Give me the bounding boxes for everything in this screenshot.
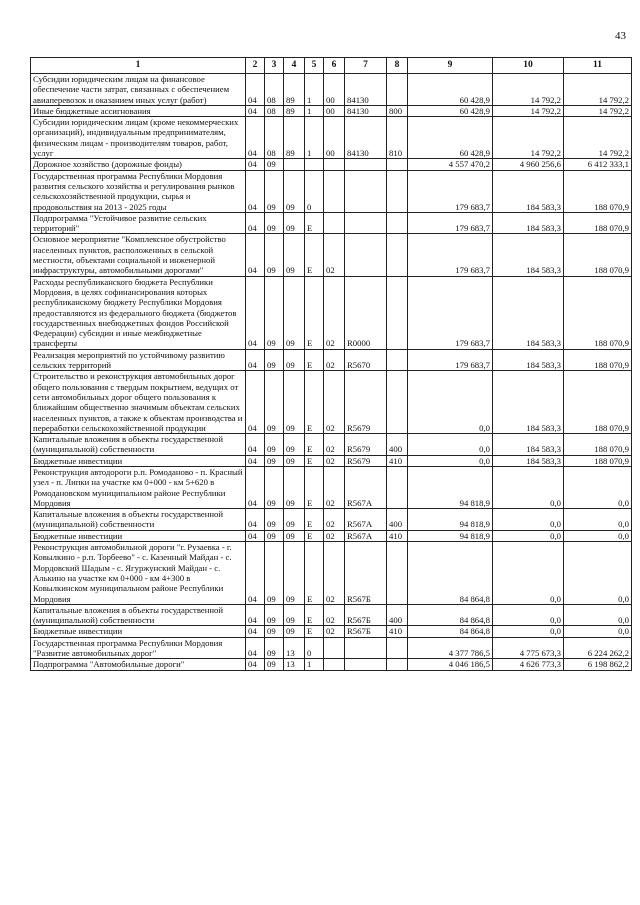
row-name: Бюджетные инвестиции xyxy=(31,530,246,541)
table-row xyxy=(31,626,632,637)
subsection-code: 09 xyxy=(265,159,284,170)
subsection-code: 09 xyxy=(265,530,284,541)
subprogram-code: Е xyxy=(305,434,324,456)
expense-code xyxy=(345,234,387,276)
event-code: 02 xyxy=(324,434,345,456)
program-code: 09 xyxy=(284,434,305,456)
table-row xyxy=(31,234,632,276)
amount-col-9: 94 818,9 xyxy=(408,509,493,531)
subsection-code: 09 xyxy=(265,637,284,659)
event-code: 02 xyxy=(324,626,345,637)
table-row xyxy=(31,371,632,434)
section-code: 04 xyxy=(246,371,265,434)
amount-col-10: 14 792,2 xyxy=(493,105,564,116)
section-code: 04 xyxy=(246,117,265,159)
amount-col-10: 184 583,3 xyxy=(493,455,564,466)
event-code: 02 xyxy=(324,530,345,541)
column-header: 9 xyxy=(408,58,493,74)
subsection-code: 09 xyxy=(265,455,284,466)
expense-type-code xyxy=(387,212,408,234)
table-row xyxy=(31,455,632,466)
amount-col-9: 4 046 186,5 xyxy=(408,659,493,670)
expense-code: R567А xyxy=(345,530,387,541)
expense-type-code: 410 xyxy=(387,530,408,541)
amount-col-10: 184 583,3 xyxy=(493,212,564,234)
subprogram-code: 1 xyxy=(305,117,324,159)
section-code: 04 xyxy=(246,530,265,541)
amount-col-9: 84 864,8 xyxy=(408,604,493,626)
event-code: 02 xyxy=(324,371,345,434)
event-code xyxy=(324,170,345,212)
subprogram-code: Е xyxy=(305,626,324,637)
amount-col-11: 188 070,9 xyxy=(564,212,632,234)
amount-col-11: 188 070,9 xyxy=(564,234,632,276)
expense-type-code: 410 xyxy=(387,626,408,637)
program-code: 09 xyxy=(284,212,305,234)
subsection-code: 08 xyxy=(265,117,284,159)
amount-col-10: 184 583,3 xyxy=(493,276,564,349)
subsection-code: 09 xyxy=(265,659,284,670)
subsection-code: 09 xyxy=(265,349,284,371)
expense-type-code: 400 xyxy=(387,509,408,531)
amount-col-11: 188 070,9 xyxy=(564,276,632,349)
amount-col-10: 0,0 xyxy=(493,530,564,541)
row-name: Строительство и реконструкция автомобильных дорог общего пользования с твердым покрытием, ведущих от сети автомобильных дорог общего пользования к ближайшим общественно значимым объектам сельских населенных пунктов, а также к объектам производства и переработки сельскохозяйственной продукции xyxy=(31,371,246,434)
table-row xyxy=(31,434,632,456)
subprogram-code: 0 xyxy=(305,170,324,212)
row-name: Государственная программа Республики Мордовия развития сельского хозяйства и регулирования рынков сельскохозяйственной продукции, сырья и продовольствия на 2013 - 2025 годы xyxy=(31,170,246,212)
page-number: 43 xyxy=(615,30,626,42)
expense-type-code xyxy=(387,159,408,170)
row-name: Реконструкция автодороги р.п. Ромоданово - п. Красный узел - п. Липки на участке км 0+000 - км 5+620 в Ромодановском муниципальном районе Республики Мордовия xyxy=(31,466,246,508)
amount-col-9: 0,0 xyxy=(408,371,493,434)
expense-type-code xyxy=(387,170,408,212)
expense-type-code xyxy=(387,466,408,508)
table-row xyxy=(31,637,632,659)
program-code: 89 xyxy=(284,105,305,116)
subprogram-code: Е xyxy=(305,604,324,626)
amount-col-11: 0,0 xyxy=(564,530,632,541)
section-code: 04 xyxy=(246,509,265,531)
expense-code: 84130 xyxy=(345,117,387,159)
amount-col-11: 6 198 862,2 xyxy=(564,659,632,670)
expense-code: R567Б xyxy=(345,542,387,605)
expense-type-code xyxy=(387,371,408,434)
amount-col-9: 179 683,7 xyxy=(408,170,493,212)
expense-type-code xyxy=(387,349,408,371)
amount-col-9: 179 683,7 xyxy=(408,212,493,234)
table-row xyxy=(31,604,632,626)
amount-col-9: 0,0 xyxy=(408,455,493,466)
subprogram-code: Е xyxy=(305,530,324,541)
amount-col-9: 0,0 xyxy=(408,434,493,456)
column-header: 1 xyxy=(31,58,246,74)
section-code: 04 xyxy=(246,170,265,212)
subsection-code: 08 xyxy=(265,105,284,116)
amount-col-9: 94 818,9 xyxy=(408,530,493,541)
expense-type-code: 800 xyxy=(387,105,408,116)
column-header: 4 xyxy=(284,58,305,74)
table-row xyxy=(31,542,632,605)
program-code: 09 xyxy=(284,371,305,434)
subprogram-code: 1 xyxy=(305,105,324,116)
row-name: Капитальные вложения в объекты государственной (муниципальной) собственности xyxy=(31,509,246,531)
row-name: Расходы республиканского бюджета Республики Мордовия, в целях софинансирования которых республиканскому бюджету Республики Мордовия предоставляются из федерального бюджета (бюджетов государственных внебюджетных фондов Российской Федерации) субсидии и иные межбюджетные трансферты xyxy=(31,276,246,349)
row-name: Государственная программа Республики Мордовия "Развитие автомобильных дорог" xyxy=(31,637,246,659)
expense-code: R5679 xyxy=(345,371,387,434)
program-code: 09 xyxy=(284,530,305,541)
subsection-code: 09 xyxy=(265,234,284,276)
amount-col-9: 179 683,7 xyxy=(408,276,493,349)
amount-col-10: 0,0 xyxy=(493,542,564,605)
expense-code: R5679 xyxy=(345,434,387,456)
event-code xyxy=(324,159,345,170)
amount-col-10: 184 583,3 xyxy=(493,371,564,434)
amount-col-10: 0,0 xyxy=(493,509,564,531)
amount-col-11: 14 792,2 xyxy=(564,117,632,159)
event-code: 00 xyxy=(324,117,345,159)
section-code: 04 xyxy=(246,276,265,349)
amount-col-9: 179 683,7 xyxy=(408,349,493,371)
program-code: 09 xyxy=(284,349,305,371)
event-code: 02 xyxy=(324,349,345,371)
row-name: Бюджетные инвестиции xyxy=(31,626,246,637)
row-name: Подпрограмма "Автомобильные дороги" xyxy=(31,659,246,670)
subsection-code: 09 xyxy=(265,542,284,605)
row-name: Основное мероприятие "Комплексное обустройство населенных пунктов, расположенных в сельской местности, объектами социальной и инженерной инфраструктуры, автомобильными дорогами" xyxy=(31,234,246,276)
amount-col-11: 188 070,9 xyxy=(564,170,632,212)
event-code: 02 xyxy=(324,455,345,466)
table-header-row xyxy=(31,58,632,74)
event-code: 02 xyxy=(324,466,345,508)
section-code: 04 xyxy=(246,466,265,508)
event-code: 00 xyxy=(324,105,345,116)
event-code: 00 xyxy=(324,74,345,106)
program-code: 09 xyxy=(284,234,305,276)
budget-table xyxy=(30,57,632,671)
row-name: Реконструкция автомобильной дороги "г. Рузаевка - г. Ковылкино - р.п. Торбеево" - с. Казенный Майдан - с. Мордовский Шадым - с. Ягуржунский Майдан - с. Алькино на участке км 0+000 - км 4+300 в Ковылкинском муниципальном районе Республики Мордовия xyxy=(31,542,246,605)
amount-col-10: 184 583,3 xyxy=(493,434,564,456)
expense-code xyxy=(345,170,387,212)
amount-col-11: 188 070,9 xyxy=(564,371,632,434)
amount-col-11: 188 070,9 xyxy=(564,434,632,456)
subsection-code: 09 xyxy=(265,604,284,626)
program-code: 09 xyxy=(284,466,305,508)
amount-col-9: 60 428,9 xyxy=(408,74,493,106)
table-row xyxy=(31,212,632,234)
amount-col-9: 60 428,9 xyxy=(408,117,493,159)
subprogram-code: Е xyxy=(305,542,324,605)
expense-code xyxy=(345,659,387,670)
subprogram-code: Е xyxy=(305,509,324,531)
subprogram-code: Е xyxy=(305,212,324,234)
amount-col-9: 94 818,9 xyxy=(408,466,493,508)
row-name: Иные бюджетные ассигнования xyxy=(31,105,246,116)
program-code: 09 xyxy=(284,170,305,212)
section-code: 04 xyxy=(246,234,265,276)
row-name: Подпрограмма "Устойчивое развитие сельских территорий" xyxy=(31,212,246,234)
table-row xyxy=(31,74,632,106)
program-code: 09 xyxy=(284,276,305,349)
amount-col-10: 4 775 673,3 xyxy=(493,637,564,659)
event-code xyxy=(324,212,345,234)
section-code: 04 xyxy=(246,637,265,659)
amount-col-9: 84 864,8 xyxy=(408,542,493,605)
subprogram-code: 1 xyxy=(305,74,324,106)
section-code: 04 xyxy=(246,626,265,637)
column-header: 11 xyxy=(564,58,632,74)
subprogram-code: 0 xyxy=(305,637,324,659)
table-row xyxy=(31,117,632,159)
event-code: 02 xyxy=(324,604,345,626)
row-name: Субсидии юридическим лицам (кроме некоммерческих организаций), индивидуальным предпринимателям, физическим лицам - производителям товаров, работ, услуг xyxy=(31,117,246,159)
table-row xyxy=(31,349,632,371)
program-code: 89 xyxy=(284,117,305,159)
amount-col-11: 6 412 333,1 xyxy=(564,159,632,170)
table-row xyxy=(31,159,632,170)
section-code: 04 xyxy=(246,349,265,371)
subsection-code: 09 xyxy=(265,466,284,508)
section-code: 04 xyxy=(246,434,265,456)
amount-col-9: 4 377 786,5 xyxy=(408,637,493,659)
column-header: 6 xyxy=(324,58,345,74)
subsection-code: 09 xyxy=(265,212,284,234)
amount-col-11: 0,0 xyxy=(564,604,632,626)
amount-col-11: 6 224 262,2 xyxy=(564,637,632,659)
program-code: 09 xyxy=(284,542,305,605)
amount-col-10: 0,0 xyxy=(493,466,564,508)
subsection-code: 08 xyxy=(265,74,284,106)
subprogram-code: Е xyxy=(305,276,324,349)
section-code: 04 xyxy=(246,604,265,626)
amount-col-11: 0,0 xyxy=(564,509,632,531)
expense-type-code: 400 xyxy=(387,604,408,626)
table-row xyxy=(31,276,632,349)
table-row xyxy=(31,466,632,508)
amount-col-11: 0,0 xyxy=(564,466,632,508)
row-name: Субсидии юридическим лицам на финансовое обеспечение части затрат, связанных с обеспечением авиаперевозок и оказанием иных услуг (работ) xyxy=(31,74,246,106)
section-code: 04 xyxy=(246,74,265,106)
section-code: 04 xyxy=(246,455,265,466)
expense-code: R0000 xyxy=(345,276,387,349)
event-code: 02 xyxy=(324,542,345,605)
row-name: Капитальные вложения в объекты государственной (муниципальной) собственности xyxy=(31,434,246,456)
expense-code: R567Б xyxy=(345,626,387,637)
expense-code xyxy=(345,637,387,659)
subsection-code: 09 xyxy=(265,276,284,349)
expense-type-code: 400 xyxy=(387,434,408,456)
amount-col-11: 188 070,9 xyxy=(564,349,632,371)
expense-code: R567Б xyxy=(345,604,387,626)
subprogram-code: Е xyxy=(305,455,324,466)
subprogram-code: 1 xyxy=(305,659,324,670)
table-row xyxy=(31,170,632,212)
event-code: 02 xyxy=(324,509,345,531)
column-header: 3 xyxy=(265,58,284,74)
expense-type-code xyxy=(387,234,408,276)
event-code xyxy=(324,637,345,659)
column-header: 7 xyxy=(345,58,387,74)
subprogram-code: Е xyxy=(305,234,324,276)
expense-code: 84130 xyxy=(345,74,387,106)
column-header: 10 xyxy=(493,58,564,74)
expense-type-code xyxy=(387,276,408,349)
section-code: 04 xyxy=(246,542,265,605)
amount-col-10: 184 583,3 xyxy=(493,349,564,371)
row-name: Дорожное хозяйство (дорожные фонды) xyxy=(31,159,246,170)
program-code: 09 xyxy=(284,626,305,637)
subsection-code: 09 xyxy=(265,509,284,531)
amount-col-10: 14 792,2 xyxy=(493,117,564,159)
amount-col-11: 188 070,9 xyxy=(564,455,632,466)
table-row xyxy=(31,509,632,531)
subprogram-code: Е xyxy=(305,466,324,508)
subprogram-code: Е xyxy=(305,371,324,434)
event-code: 02 xyxy=(324,276,345,349)
expense-type-code xyxy=(387,542,408,605)
amount-col-10: 14 792,2 xyxy=(493,74,564,106)
event-code xyxy=(324,659,345,670)
expense-code xyxy=(345,159,387,170)
section-code: 04 xyxy=(246,105,265,116)
subsection-code: 09 xyxy=(265,371,284,434)
subprogram-code: Е xyxy=(305,349,324,371)
expense-type-code: 810 xyxy=(387,117,408,159)
row-name: Капитальные вложения в объекты государственной (муниципальной) собственности xyxy=(31,604,246,626)
amount-col-9: 84 864,8 xyxy=(408,626,493,637)
expense-type-code xyxy=(387,659,408,670)
expense-type-code xyxy=(387,74,408,106)
expense-code: R5670 xyxy=(345,349,387,371)
column-header: 5 xyxy=(305,58,324,74)
amount-col-11: 0,0 xyxy=(564,626,632,637)
program-code: 13 xyxy=(284,659,305,670)
expense-code: R5679 xyxy=(345,455,387,466)
program-code: 09 xyxy=(284,509,305,531)
expense-code: R567А xyxy=(345,509,387,531)
amount-col-9: 4 557 470,2 xyxy=(408,159,493,170)
amount-col-11: 14 792,2 xyxy=(564,105,632,116)
amount-col-11: 14 792,2 xyxy=(564,74,632,106)
expense-code: R567А xyxy=(345,466,387,508)
amount-col-9: 60 428,9 xyxy=(408,105,493,116)
subsection-code: 09 xyxy=(265,170,284,212)
expense-type-code: 410 xyxy=(387,455,408,466)
section-code: 04 xyxy=(246,659,265,670)
program-code: 13 xyxy=(284,637,305,659)
program-code xyxy=(284,159,305,170)
amount-col-10: 4 626 773,3 xyxy=(493,659,564,670)
subsection-code: 09 xyxy=(265,626,284,637)
amount-col-10: 184 583,3 xyxy=(493,234,564,276)
table-row xyxy=(31,105,632,116)
event-code: 02 xyxy=(324,234,345,276)
row-name: Реализация мероприятий по устойчивому развитию сельских территорий xyxy=(31,349,246,371)
subprogram-code xyxy=(305,159,324,170)
expense-type-code xyxy=(387,637,408,659)
subsection-code: 09 xyxy=(265,434,284,456)
program-code: 09 xyxy=(284,455,305,466)
amount-col-11: 0,0 xyxy=(564,542,632,605)
amount-col-10: 184 583,3 xyxy=(493,170,564,212)
amount-col-10: 4 960 256,6 xyxy=(493,159,564,170)
section-code: 04 xyxy=(246,212,265,234)
table-row xyxy=(31,530,632,541)
table-row xyxy=(31,659,632,670)
row-name: Бюджетные инвестиции xyxy=(31,455,246,466)
expense-code: 84130 xyxy=(345,105,387,116)
section-code: 04 xyxy=(246,159,265,170)
program-code: 09 xyxy=(284,604,305,626)
amount-col-10: 0,0 xyxy=(493,626,564,637)
amount-col-9: 179 683,7 xyxy=(408,234,493,276)
program-code: 89 xyxy=(284,74,305,106)
column-header: 2 xyxy=(246,58,265,74)
expense-code xyxy=(345,212,387,234)
column-header: 8 xyxy=(387,58,408,74)
amount-col-10: 0,0 xyxy=(493,604,564,626)
